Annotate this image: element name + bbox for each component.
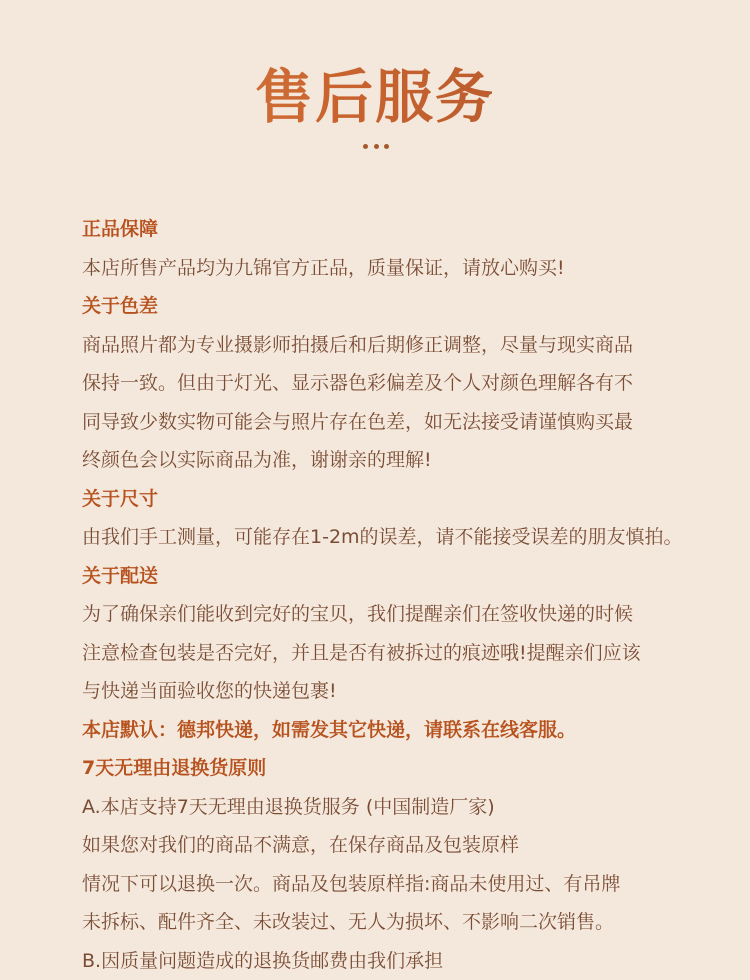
section-heading: 关于配送 (82, 557, 722, 596)
policy-text-line: 为了确保亲们能收到完好的宝贝，我们提醒亲们在签收快递的时候 (82, 595, 722, 634)
dot-icon (384, 144, 389, 149)
policy-text-line: 保持一致。但由于灯光、显示器色彩偏差及个人对颜色理解各有不 (82, 364, 722, 403)
dot-icon (374, 144, 379, 149)
section-heading: 关于尺寸 (82, 480, 722, 519)
policy-text-line: 情况下可以退换一次。商品及包装原样指:商品未使用过、有吊牌 (82, 865, 722, 904)
title-ellipsis-decoration (363, 141, 389, 151)
page-title: 售后服务 (0, 62, 750, 132)
dot-icon (363, 144, 368, 149)
policy-text-line: 商品照片都为专业摄影师拍摄后和后期修正调整，尽量与现实商品 (82, 326, 722, 365)
policy-text-line: B.因质量问题造成的退换货邮费由我们承担 (82, 942, 722, 980)
policy-text-line: 注意检查包装是否完好，并且是否有被拆过的痕迹哦!提醒亲们应该 (82, 634, 722, 673)
policy-text-line: 如果您对我们的商品不满意，在保存商品及包装原样 (82, 826, 722, 865)
policy-text-line: 终颜色会以实际商品为准，谢谢亲的理解! (82, 441, 722, 480)
section-heading: 关于色差 (82, 287, 722, 326)
policy-text-line: 与快递当面验收您的快递包裹! (82, 672, 722, 711)
policy-content (82, 210, 722, 980)
policy-text-line: 未拆标、配件齐全、未改装过、无人为损坏、不影响二次销售。 (82, 903, 722, 942)
policy-text-line: 同导致少数实物可能会与照片存在色差，如无法接受请谨慎购买最 (82, 403, 722, 442)
policy-text-line: 本店所售产品均为九锦官方正品，质量保证，请放心购买! (82, 249, 722, 288)
policy-text-line: 由我们手工测量，可能存在1-2m的误差，请不能接受误差的朋友慎拍。 (82, 518, 722, 557)
section-heading: 本店默认：德邦快递，如需发其它快递，请联系在线客服。 (82, 711, 722, 750)
section-heading: 7天无理由退换货原则 (82, 749, 722, 788)
section-heading: 正品保障 (82, 210, 722, 249)
policy-text-line: A.本店支持7天无理由退换货服务 (中国制造厂家) (82, 788, 722, 827)
